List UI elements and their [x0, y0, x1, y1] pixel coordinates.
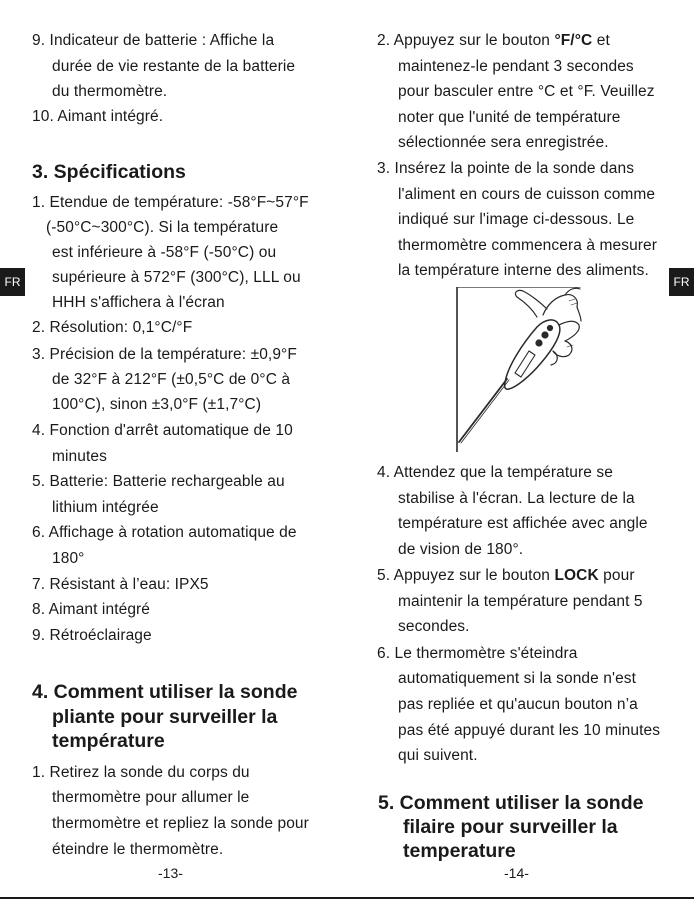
bottom-rule [0, 897, 694, 899]
spec-line: lithium intégrée [52, 499, 159, 516]
spec-line: 1. Etendue de température: -58°F~57°F [32, 194, 309, 211]
step-6-line: automatiquement si la sonde n'est [398, 670, 637, 687]
use-step-line: thermomètre et repliez la sonde pour [52, 815, 309, 832]
step-2-line: sélectionnée sera enregistrée. [398, 134, 609, 151]
step-3-line: la température interne des aliments. [398, 262, 649, 279]
step-3-line: l'aliment en cours de cuisson comme [398, 186, 656, 203]
wired-heading-line-2: filaire pour surveiller la [403, 816, 618, 838]
step-6-line: qui suivent. [398, 747, 478, 764]
step-2-text: 2. Appuyez sur le bouton [377, 32, 555, 49]
step-6-line: pas repliée et qu'aucun bouton n’a [398, 696, 638, 713]
step-2-line-1 [377, 31, 610, 51]
step-5-line-1 [377, 566, 635, 586]
item-10: 10. Aimant intégré. [32, 108, 164, 125]
page-number-right: -14- [504, 865, 529, 881]
step-5-line: secondes. [398, 618, 470, 635]
step-3-line: indiqué sur l'image ci-dessous. Le [398, 211, 635, 228]
use-step-line: thermomètre pour allumer le [52, 789, 250, 806]
spec-line: 180° [52, 550, 85, 567]
spec-line: 100°C), sinon ±3,0°F (±1,7°C) [52, 396, 262, 413]
spec-line: minutes [52, 448, 107, 465]
specifications-heading: 3. Spécifications [32, 161, 186, 183]
wired-heading-line-1: 5. Comment utiliser la sonde [378, 792, 644, 814]
step-2-line: pour basculer entre °C et °F. Veuillez [398, 83, 655, 100]
step-4-line: de vision de 180°. [398, 541, 524, 558]
page-number-left: -13- [158, 865, 183, 881]
spec-line: (-50°C~300°C). Si la température [46, 219, 279, 236]
step-6-line: 6. Le thermomètre s'éteindra [377, 645, 578, 662]
spec-line: 5. Batterie: Batterie rechargeable au [32, 473, 285, 490]
spec-line: HHH s'affichera à l'écran [52, 294, 225, 311]
item-9-line-3: du thermomètre. [52, 83, 168, 100]
use-step-line: 1. Retirez la sonde du corps du [32, 764, 250, 781]
use-heading-line-1: 4. Comment utiliser la sonde [32, 681, 298, 703]
probe-insertion-illustration [455, 287, 583, 452]
use-step-line: éteindre le thermomètre. [52, 841, 224, 858]
use-heading-line-3: température [52, 730, 165, 752]
spec-line: supérieure à 572°F (300°C), LLL ou [52, 269, 301, 286]
use-heading-line-2: pliante pour surveiller la [52, 706, 278, 728]
step-4-line: stabilise à l'écran. La lecture de la [398, 490, 635, 507]
spec-line: 9. Rétroéclairage [32, 627, 152, 644]
step-5-text: 5. Appuyez sur le bouton [377, 567, 555, 584]
step-2-line: maintenez-le pendant 3 secondes [398, 58, 634, 75]
step-5-text: pour [598, 567, 635, 584]
step-5-line: maintenir la température pendant 5 [398, 593, 643, 610]
item-9-line-2: durée de vie restante de la batterie [52, 58, 296, 75]
spec-line: 2. Résolution: 0,1°C/°F [32, 319, 193, 336]
step-3-line: thermomètre commencera à mesurer [398, 237, 658, 254]
spec-line: 6. Affichage à rotation automatique de [32, 524, 297, 541]
step-4-line: 4. Attendez que la température se [377, 464, 613, 481]
spec-line: est inférieure à -58°F (-50°C) ou [52, 244, 277, 261]
wired-heading-line-3: temperature [403, 840, 516, 862]
language-tab-right: FR [669, 268, 694, 296]
step-6-line: pas été appuyé durant les 10 minutes [398, 722, 661, 739]
step-3-line: 3. Insérez la pointe de la sonde dans [377, 160, 635, 177]
step-4-line: température est affichée avec angle [398, 515, 648, 532]
step-2-text: et [592, 32, 610, 49]
step-2-line: noter que l'unité de température [398, 109, 621, 126]
spec-line: de 32°F à 212°F (±0,5°C de 0°C à [52, 371, 291, 388]
language-tab-left: FR [0, 268, 25, 296]
lock-button-label: LOCK [554, 567, 599, 584]
spec-line: 8. Aimant intégré [32, 601, 151, 618]
spec-line: 7. Résistant à l’eau: IPX5 [32, 576, 209, 593]
spec-line: 4. Fonction d'arrêt automatique de 10 [32, 422, 293, 439]
spec-line: 3. Précision de la température: ±0,9°F [32, 346, 297, 363]
fc-button-label: °F/°C [554, 32, 593, 49]
item-9-line-1: 9. Indicateur de batterie : Affiche la [32, 32, 275, 49]
